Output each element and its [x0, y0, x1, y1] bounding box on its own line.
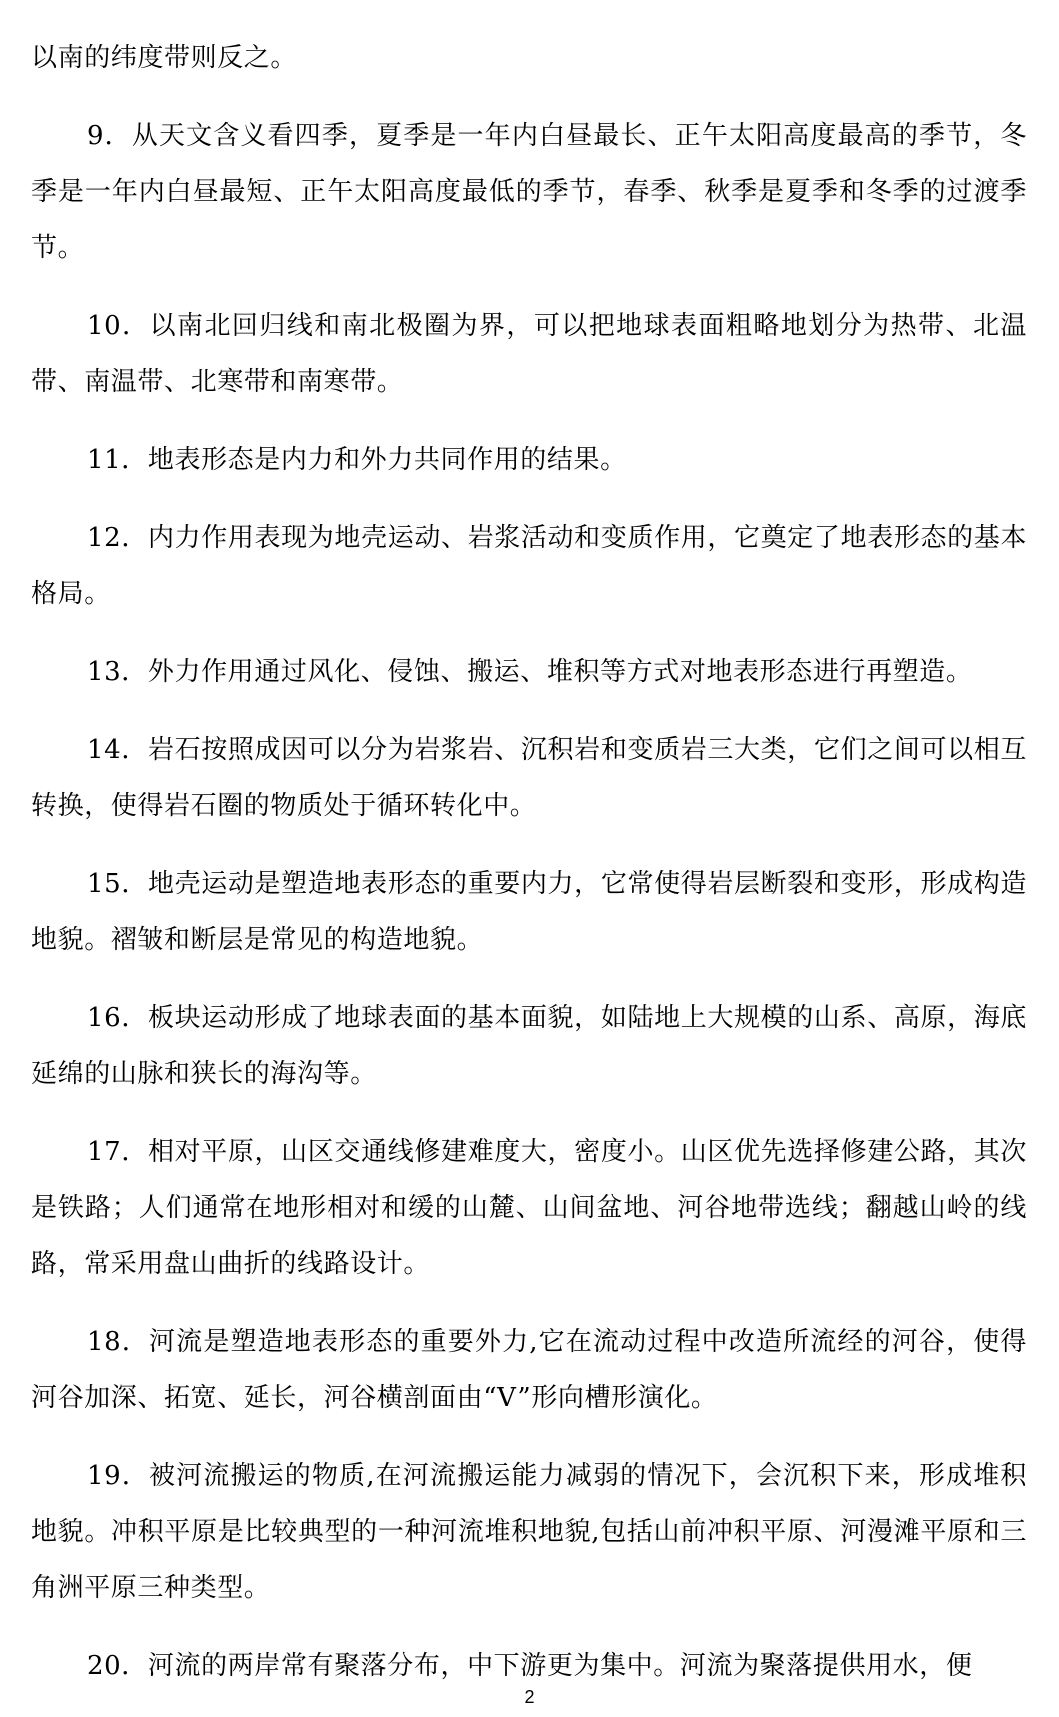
paragraph-item-10: 10．以南北回归线和南北极圈为界，可以把地球表面粗略地划分为热带、北温带、南温带、北寒带和南寒带。 — [31, 311, 1027, 397]
paragraph-item-14: 14．岩石按照成因可以分为岩浆岩、沉积岩和变质岩三大类，它们之间可以相互转换，使得岩石圈的物质处于循环转化中。 — [31, 735, 1027, 821]
paragraph-item-9: 9．从天文含义看四季，夏季是一年内白昼最长、正午太阳高度最高的季节，冬季是一年内白昼最短、正午太阳高度最低的季节，春季、秋季是夏季和冬季的过渡季节。 — [31, 121, 1027, 263]
paragraph-continuation: 以南的纬度带则反之。 — [31, 43, 298, 73]
paragraph-item-20: 20．河流的两岸常有聚落分布，中下游更为集中。河流为聚落提供用水，便 — [87, 1651, 973, 1681]
paragraph-item-15: 15．地壳运动是塑造地表形态的重要内力，它常使得岩层断裂和变形，形成构造地貌。褶皱和断层是常见的构造地貌。 — [31, 869, 1027, 955]
paragraph-item-19: 19．被河流搬运的物质,在河流搬运能力减弱的情况下，会沉积下来，形成堆积地貌。冲积平原是比较典型的一种河流堆积地貌,包括山前冲积平原、河漫滩平原和三角洲平原三种类型。 — [31, 1461, 1027, 1603]
page-number: 2 — [524, 1687, 535, 1707]
paragraph-item-12: 12．内力作用表现为地壳运动、岩浆活动和变质作用，它奠定了地表形态的基本格局。 — [31, 523, 1027, 609]
paragraph-item-11: 11．地表形态是内力和外力共同作用的结果。 — [87, 445, 627, 475]
document-body — [31, 30, 1027, 1716]
paragraph-item-17: 17．相对平原，山区交通线修建难度大，密度小。山区优先选择修建公路，其次是铁路；人们通常在地形相对和缓的山麓、山间盆地、河谷地带选线；翻越山岭的线路，常采用盘山曲折的线路设计。 — [31, 1137, 1027, 1279]
paragraph-item-16: 16．板块运动形成了地球表面的基本面貌，如陆地上大规模的山系、高原，海底延绵的山脉和狭长的海沟等。 — [31, 1003, 1027, 1089]
paragraph-item-13: 13．外力作用通过风化、侵蚀、搬运、堆积等方式对地表形态进行再塑造。 — [87, 657, 973, 687]
paragraph-item-18: 18．河流是塑造地表形态的重要外力,它在流动过程中改造所流经的河谷，使得河谷加深、拓宽、延长，河谷横剖面由“V”形向槽形演化。 — [31, 1327, 1027, 1413]
